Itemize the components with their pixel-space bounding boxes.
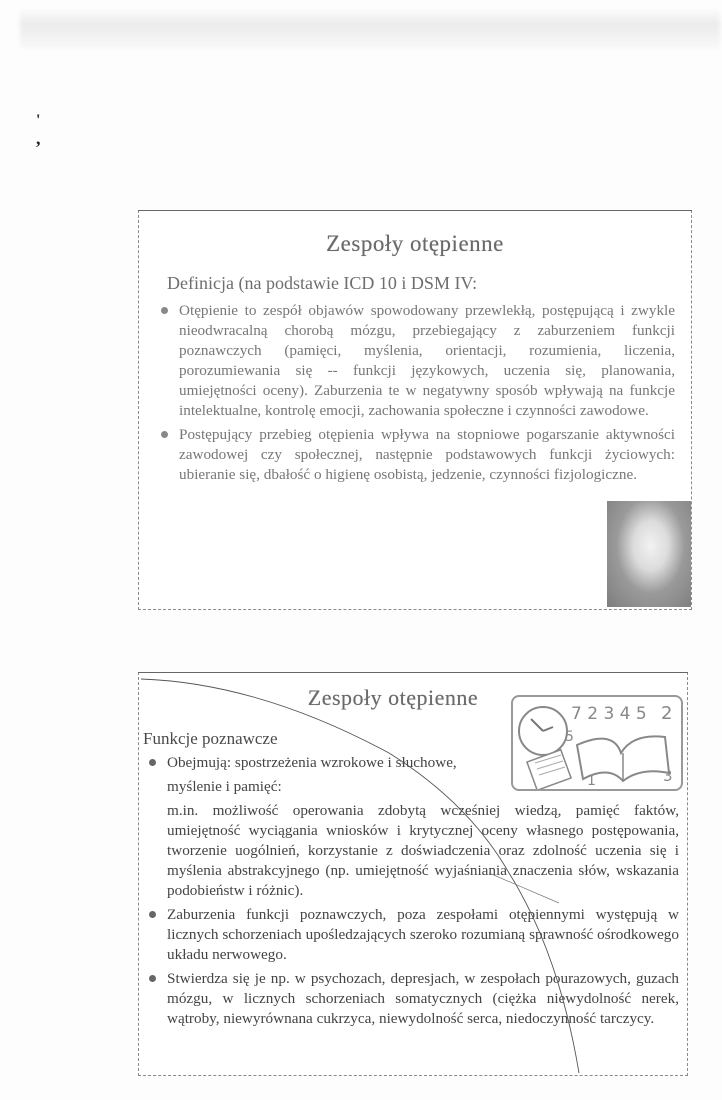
slide-subtitle: Funkcje poznawcze <box>143 729 278 748</box>
svg-text:5: 5 <box>565 729 574 745</box>
slide-body <box>155 301 675 489</box>
svg-text:2: 2 <box>661 703 673 724</box>
slide-subtitle: Definicja (na podstawie ICD 10 i DSM IV: <box>167 273 478 293</box>
svg-text:1: 1 <box>587 773 596 789</box>
bullet-item <box>155 425 675 485</box>
bullet-icon <box>161 307 168 314</box>
bullet-icon <box>149 975 156 982</box>
slide-body <box>143 753 679 1033</box>
slide-title: Zespoły otępienne <box>326 231 504 256</box>
bullet-item <box>143 905 679 965</box>
bullet-icon <box>149 911 156 918</box>
bullet-text: Otępienie to zespół objawów spowodowany przewlekłą, postępującą i zwykle nieodwracalną chorobą mózgu, przebiegający z zaburzeniem funkcji poznawczych (pamięci, myślenia, orientacji, rozumienia, liczenia, porozumiewania się -- funkcji językowych, uczenia się, planowania, umiejętności oceny). Zaburzenia te w negatywny sposób wpływają na funkcje intelektualne, kontrolę emocji, zachowania społeczne i czynności zawodowe. <box>179 302 675 419</box>
slide-border <box>138 210 692 211</box>
bullet-icon <box>161 431 168 438</box>
digits-text: 7 2 3 4 5 <box>571 704 647 724</box>
bullet-item <box>155 301 675 421</box>
bullet-text: Obejmują: spostrzeżenia wzrokowe i słuchowe, <box>167 754 457 771</box>
scan-artifact <box>20 8 720 48</box>
slide-cognitive-functions <box>138 672 688 1076</box>
bullet-item <box>143 753 679 773</box>
bullet-continuation: myślenie i pamięć: <box>167 778 282 795</box>
svg-text:3: 3 <box>663 767 673 785</box>
margin-mark: , <box>36 128 41 148</box>
bullet-icon <box>149 759 156 766</box>
margin-mark: ' <box>36 112 41 129</box>
bullet-item <box>143 969 679 1029</box>
paragraph: m.in. możliwość operowania zdobytą wcześniej wiedzą, pamięć faktów, umiejętność wyciągania wniosków i krytycznej oceny własnego postępowania, tworzenie uogólnień, korzystanie z doświadczenia oraz zdolność uczenia się i myślenia abstrakcyjnego (np. umiejętność wyjaśniania znaczenia słów, wskazania podobieństw i różnic). <box>167 802 679 899</box>
bullet-text: Zaburzenia funkcji poznawczych, poza zespołami otępiennymi występują w licznych schorzeniach upośledzających szeroko rozumianą sprawność ośrodkowego układu nerwowego. <box>167 906 679 963</box>
slide-border <box>138 672 688 673</box>
bullet-text: Stwierdza się je np. w psychozach, depresjach, w zespołach pourazowych, guzach mózgu, w licznych schorzeniach somatycznych (ciężka niewydolność nerek, wątroby, niewyrównana cukrzyca, niewydolność serca, niedoczynność tarczycy. <box>167 970 679 1027</box>
slide-title: Zespoły otępienne <box>307 685 479 710</box>
slide-definition <box>138 210 692 610</box>
brain-illustration-icon <box>607 501 691 607</box>
bullet-text: Postępujący przebieg otępienia wpływa na stopniowe pogarszanie aktywności zawodowej czy społecznej, następnie podstawowych funkcji życiowych: ubieranie się, dbałość o higienę osobistą, jedzenie, czynności fizjologiczne. <box>179 426 675 483</box>
